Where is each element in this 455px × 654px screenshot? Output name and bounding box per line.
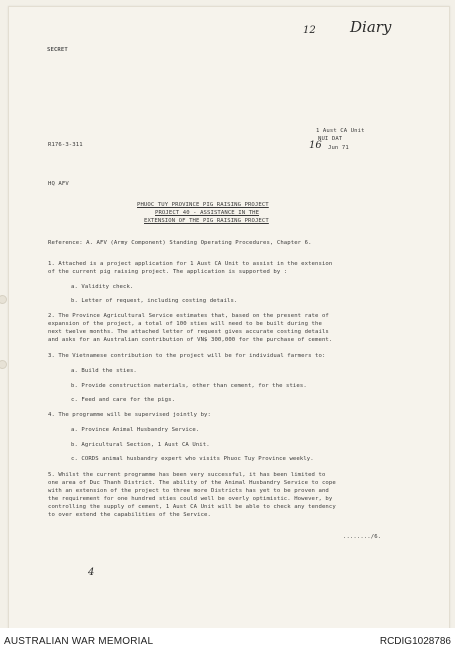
para-3-item-c: c. Feed and care for the pigs. (71, 397, 176, 403)
para-5-line-6: to over extend the capabilities of the Service. (48, 512, 211, 518)
para-1-item-b: b. Letter of request, including costing details. (71, 298, 238, 304)
title-line-1: PHUOC TUY PROVINCE PIG RAISING PROJECT (137, 202, 269, 208)
header-location: NUI DAT (318, 136, 343, 142)
handwritten-number: 12 (303, 25, 316, 36)
para-5-line-3: with an extension of the project to three more Districts has yet to be proven and (48, 488, 329, 494)
para-1-line-2: of the current pig raising project. The application is supported by : (48, 269, 288, 275)
para-3-line-1: 3. The Vietnamese contribution to the project will be for individual farmers to: (48, 353, 326, 359)
para-4-line-1: 4. The programme will be supervised jointly by: (48, 412, 211, 418)
para-3-item-b: b. Provide construction materials, other than cement, for the sties. (71, 383, 307, 389)
archive-name: AUSTRALIAN WAR MEMORIAL (4, 636, 154, 647)
para-4-item-b: b. Agricultural Section, 1 Aust CA Unit. (71, 442, 210, 448)
title-line-2: PROJECT 40 - ASSISTANCE IN THE (155, 210, 260, 216)
para-1-line-1: 1. Attached is a project application for 1 Aust CA Unit to assist in the extension (48, 261, 333, 267)
file-reference: R176-3-311 (48, 142, 83, 148)
para-5-line-1: 5. Whilst the current programme has been very successful, it has been limited to (48, 472, 326, 478)
para-2-line-2: expansion of the project, a total of 100 sties will need to be built during the (48, 321, 322, 327)
punch-hole-bottom (0, 360, 7, 369)
addressee: HQ AFV (48, 181, 69, 187)
header-unit: 1 Aust CA Unit (316, 128, 365, 134)
continuation-mark: ......../6. (343, 534, 382, 540)
para-3-item-a: a. Build the sties. (71, 368, 137, 374)
punch-hole-top (0, 295, 7, 304)
para-4-item-a: a. Province Animal Husbandry Service. (71, 427, 200, 433)
handwritten-bottom-mark: 4 (88, 567, 95, 578)
classification-mark: SECRET (47, 47, 68, 53)
para-2-line-4: and asks for an Australian contribution of VN$ 300,000 for the purchase of cement. (48, 337, 333, 343)
header-date: Jun 71 (328, 145, 349, 151)
title-line-3: EXTENSION OF THE PIG RAISING PROJECT (144, 218, 269, 224)
para-2-line-3: next twelve months. The attached letter of request gives accurate costing details (48, 329, 329, 335)
reference-line: Reference: A. AFV (Army Component) Standing Operating Procedures, Chapter 6. (48, 240, 312, 246)
caption-bar (0, 628, 455, 654)
archive-id: RCDIG1028786 (379, 636, 451, 647)
para-5-line-5: controlling the supply of cement, 1 Aust CA Unit will be able to check any tendency (48, 504, 336, 510)
handwritten-date-day: 16 (309, 140, 322, 151)
para-5-line-4: the requirement for one hundred sties could well be overly optimistic. However, by (48, 496, 333, 502)
para-4-item-c: c. CORDS animal husbandry expert who visits Phuoc Tuy Province weekly. (71, 456, 314, 462)
para-1-item-a: a. Validity check. (71, 284, 134, 290)
para-5-line-2: one area of Duc Thanh District. The ability of the Animal Husbandry Service to cope (48, 480, 336, 486)
handwritten-diary-note: Diary (350, 18, 392, 36)
para-2-line-1: 2. The Province Agricultural Service estimates that, based on the present rate of (48, 313, 329, 319)
